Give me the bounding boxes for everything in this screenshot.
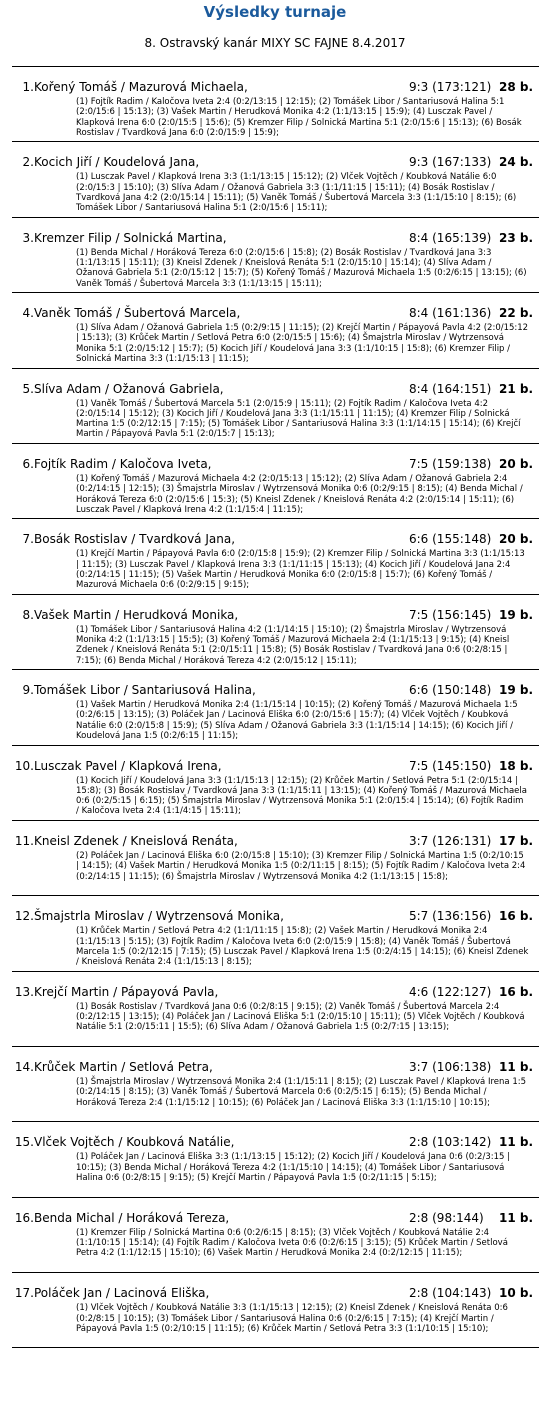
entry-matches: (1) Bosák Rostislav / Tvardková Jana 0:6 (0:2/8:15 | 9:15); (2) Vaněk Tomáš / Šubertová Marcela 2:4 (0:2/12:15 | 13:15); (4) Poláček Jan / Lacinová Eliška 5:1 (2:0/15:10 | 15:11); (5) Vlček Vojtěch / Koubková Natálie 5:1 (2:0/15:11 | 15:5); (6) Slíva Adam / Ožanová Gabriela 1:5 (0:2/7:15 | 13:15); bbox=[76, 1001, 525, 1033]
entry-points: 20 b. bbox=[499, 532, 534, 547]
entry-points: 11 b. bbox=[499, 1060, 534, 1075]
result-entry bbox=[12, 443, 539, 518]
entry-team: Vašek Martin / Herudková Monika, bbox=[34, 607, 239, 622]
result-entry bbox=[12, 895, 539, 970]
entry-header bbox=[12, 759, 539, 773]
result-entry bbox=[12, 292, 539, 367]
entry-points: 19 b. bbox=[499, 683, 534, 698]
entry-header bbox=[12, 80, 539, 94]
result-entry bbox=[12, 1046, 539, 1121]
entry-matches: (1) Krejčí Martin / Pápayová Pavla 6:0 (2:0/15:8 | 15:9); (2) Kremzer Filip / Solnická Martina 3:3 (1:1/15:13 | 11:15); (3) Lusczak Pavel / Klapková Irena 3:3 (1:1/11:15 | 15:13); (4) Kocich Jiří / Koudelová Jana 2:4 (0:2/14:15 | 11:15); (5) Vašek Martin / Herudková Monika 6:0 (2:0/15:8 | 15:7); (6) Kořený Tomáš / Mazurová Michaela 0:6 (0:2/9:15 | 9:15); bbox=[76, 549, 525, 591]
entry-team: Krůček Martin / Setlová Petra, bbox=[34, 1060, 213, 1075]
entry-rank: 4. bbox=[22, 306, 34, 321]
result-entry bbox=[12, 1272, 539, 1347]
entry-matches: (1) Vaněk Tomáš / Šubertová Marcela 5:1 (2:0/15:9 | 15:11); (2) Fojtík Radim / Kaločova Iveta 4:2 (2:0/15:14 | 15:12); (3) Kocich Jiří / Koudelová Jana 3:3 (1:1/15:11 | 11:15); (4) Kremzer Filip / Solnická Martina 1:5 (0:2/12:15 | 7:15); (5) Tomášek Libor / Santariusová Halina 3:3 (1:1/14:15 | 15:14); (6) Krejčí Martin / Pápayová Pavla 5:1 (2:0/15:7 | 15:13); bbox=[76, 398, 521, 440]
entry-header bbox=[12, 1211, 539, 1225]
entry-points: 11 b. bbox=[499, 1210, 534, 1225]
entry-header bbox=[12, 457, 539, 471]
entry-header bbox=[12, 834, 539, 848]
entry-rank: 16. bbox=[14, 1210, 34, 1225]
entry-team: Bosák Rostislav / Tvardková Jana, bbox=[34, 532, 236, 547]
entry-rank: 17. bbox=[14, 1286, 34, 1301]
entry-matches: (1) Kremzer Filip / Solnická Martina 0:6 (0:2/6:15 | 8:15); (3) Vlček Vojtěch / Koubková Natálie 2:4 (1:1/10:15 | 15:14); (4) Fojtík Radim / Kaločova Iveta 0:6 (0:2/6:15 | 3:15); (5) Krůček Martin / Setlová Petra 4:2 (1:1/12:15 | 15:10); (6) Vašek Martin / Herudková Monika 2:4 (0:2/12:15 | 11:15); bbox=[76, 1227, 508, 1259]
entry-rank: 10. bbox=[14, 758, 34, 773]
entry-rank: 3. bbox=[22, 230, 34, 245]
entry-score: 7:5 (159:138) bbox=[409, 456, 492, 471]
entry-matches: (1) Poláček Jan / Lacinová Eliška 3:3 (1:1/13:15 | 15:12); (2) Kocich Jiří / Koudelová Jana 0:6 (0:2/3:15 | 10:15); (3) Benda Michal / Horáková Tereza 4:2 (1:1/15:10 | 14:15); (4) Tomášek Libor / Santariusová Halina 0:6 (0:2/8:15 | 9:15); (5) Krejčí Martin / Pápayová Pavla 1:5 (0:2/11:15 | 5:15); bbox=[76, 1152, 510, 1184]
entry-score: 9:3 (167:133) bbox=[409, 155, 492, 170]
entry-score: 2:8 (104:143) bbox=[409, 1286, 492, 1301]
entry-header bbox=[12, 909, 539, 923]
result-entry bbox=[12, 1197, 539, 1272]
result-entry bbox=[12, 971, 539, 1046]
result-entry bbox=[12, 368, 539, 443]
entry-header bbox=[12, 382, 539, 396]
entry-matches: (1) Kocich Jiří / Koudelová Jana 3:3 (1:1/15:13 | 12:15); (2) Krůček Martin / Setlová Petra 5:1 (2:0/15:14 | 15:8); (3) Bosák Rostislav / Tvardková Jana 3:3 (1:1/15:11 | 13:15); (4) Kořený Tomáš / Mazurová Michaela 0:6 (0:2/5:15 | 6:15); (5) Šmajstrla Miroslav / Wytrzensová Monika 5:1 (2:0/15:4 | 15:14); (6) Fojtík Radim / Kaločova Iveta 2:4 (1:1/4:15 | 15:11); bbox=[76, 775, 527, 817]
page-subtitle: 8. Ostravský kanár MIXY SC FAJNE 8.4.2017 bbox=[144, 36, 406, 50]
entry-score: 9:3 (173:121) bbox=[409, 80, 492, 94]
entry-rank: 1. bbox=[22, 80, 34, 94]
entry-score: 7:5 (156:145) bbox=[409, 607, 492, 622]
entry-score: 6:6 (155:148) bbox=[409, 532, 492, 547]
entry-rank: 7. bbox=[22, 532, 34, 547]
entry-points: 28 b. bbox=[499, 80, 534, 94]
entry-rank: 15. bbox=[14, 1135, 34, 1150]
result-entry bbox=[12, 66, 539, 141]
entry-matches: (1) Vlček Vojtěch / Koubková Natálie 3:3 (1:1/15:13 | 12:15); (2) Kneisl Zdenek / Kneislová Renáta 0:6 (0:2/8:15 | 10:15); (3) Tomášek Libor / Santariusová Halina 0:6 (0:2/6:15 | 7:15); (4) Krejčí Martin / Pápayová Pavla 1:5 (0:2/10:15 | 11:15); (6) Krůček Martin / Setlová Petra 3:3 (1:1/10:15 | 15:10); bbox=[76, 1303, 508, 1334]
entry-matches: (1) Šmajstrla Miroslav / Wytrzensová Monika 2:4 (1:1/15:11 | 8:15); (2) Lusczak Pavel / Klapková Irena 1:5 (0:2/14:15 | 8:15); (3) Vaněk Tomáš / Šubertová Marcela 0:6 (0:2/5:15 | 6:15); (5) Benda Michal / Horáková Tereza 2:4 (1:1/15:12 | 10:15); (6) Poláček Jan / Lacinová Eliška 3:3 (1:1/15:10 | 10:15); bbox=[76, 1077, 526, 1108]
result-entry bbox=[12, 820, 539, 895]
entry-header bbox=[12, 532, 539, 546]
entry-rank: 11. bbox=[14, 833, 34, 848]
entry-header bbox=[12, 608, 539, 622]
entry-header bbox=[12, 1135, 539, 1149]
results-list bbox=[12, 66, 539, 1348]
entry-points: 19 b. bbox=[499, 607, 534, 622]
entry-points: 17 b. bbox=[499, 833, 534, 848]
entry-points: 21 b. bbox=[499, 381, 534, 396]
entry-team: Fojtík Radim / Kaločova Iveta, bbox=[34, 456, 212, 471]
entry-team: Vlček Vojtěch / Koubková Natálie, bbox=[34, 1135, 235, 1150]
entry-team: Vaněk Tomáš / Šubertová Marcela, bbox=[34, 306, 241, 321]
entry-score: 7:5 (145:150) bbox=[409, 758, 492, 773]
result-entry bbox=[12, 745, 539, 820]
entry-points: 16 b. bbox=[499, 984, 534, 999]
entry-rank: 2. bbox=[22, 155, 34, 170]
entry-score: 6:6 (150:148) bbox=[409, 683, 492, 698]
entry-score: 3:7 (106:138) bbox=[409, 1060, 492, 1075]
entry-score: 8:4 (164:151) bbox=[409, 381, 492, 396]
entry-rank: 12. bbox=[14, 909, 34, 924]
entry-header bbox=[12, 155, 539, 169]
entry-team: Slíva Adam / Ožanová Gabriela, bbox=[34, 381, 224, 396]
entry-points: 23 b. bbox=[499, 230, 534, 245]
entry-header bbox=[12, 306, 539, 320]
entry-matches: (1) Kořený Tomáš / Mazurová Michaela 4:2 (2:0/15:13 | 15:12); (2) Slíva Adam / Ožanová Gabriela 2:4 (0:2/14:15 | 12:15); (3) Šmajstrla Miroslav / Wytrzensová Monika 0:6 (0:2/9:15 | 8:15); (4) Benda Michal / Horáková Tereza 6:0 (2:0/15:6 | 15:3); (5) Kneisl Zdenek / Kneislová Renáta 4:2 (2:0/15:14 | 15:11); (6) Lusczak Pavel / Klapková Irena 4:2 (1:1/15:4 | 11:15); bbox=[76, 473, 523, 515]
entry-rank: 9. bbox=[22, 683, 34, 698]
entry-points: 22 b. bbox=[499, 306, 534, 321]
entry-points: 11 b. bbox=[499, 1135, 534, 1150]
entry-score: 3:7 (126:131) bbox=[409, 833, 492, 848]
entry-matches: (2) Poláček Jan / Lacinová Eliška 6:0 (2:0/15:8 | 15:10); (3) Kremzer Filip / Solnická Martina 1:5 (0:2/10:15 | 14:15); (4) Vašek Martin / Herudková Monika 1:5 (0:2/11:15 | 8:15); (5) Fojtík Radim / Kaločova Iveta 2:4 (0:2/14:15 | 11:15); (6) Šmajstrla Miroslav / Wytrzensová Monika 4:2 (1:1/13:15 | 15:8); bbox=[76, 850, 526, 882]
entry-team: Lusczak Pavel / Klapková Irena, bbox=[34, 758, 222, 773]
entry-rank: 6. bbox=[22, 456, 34, 471]
entry-rank: 14. bbox=[14, 1060, 34, 1075]
entry-header bbox=[12, 231, 539, 245]
entry-matches: (1) Vašek Martin / Herudková Monika 2:4 (1:1/15:14 | 10:15); (2) Kořený Tomáš / Mazurová Michaela 1:5 (0:2/6:15 | 13:15); (3) Poláček Jan / Lacinová Eliška 6:0 (2:0/15:6 | 15:7); (4) Vlček Vojtěch / Koubková Natálie 6:0 (2:0/15:8 | 15:9); (5) Slíva Adam / Ožanová Gabriela 3:3 (1:1/15:14 | 14:15); (6) Kocich Jiří / Koudelová Jana 1:5 (0:2/6:15 | 11:15); bbox=[76, 700, 518, 742]
entry-team: Šmajstrla Miroslav / Wytrzensová Monika, bbox=[34, 909, 284, 924]
entry-matches: (1) Lusczak Pavel / Klapková Irena 3:3 (1:1/13:15 | 15:12); (2) Vlček Vojtěch / Koubková Natálie 6:0 (2:0/15:3 | 15:10); (3) Slíva Adam / Ožanová Gabriela 3:3 (1:1/11:15 | 15:11); (4) Bosák Rostislav / Tvardková Jana 4:2 (2:0/15:14 | 15:11); (5) Vaněk Tomáš / Šubertová Marcela 3:3 (1:1/15:10 | 8:15); (6) Tomášek Libor / Santariusová Halina 5:1 (2:0/15:6 | 15:11); bbox=[76, 172, 517, 214]
entry-score: 5:7 (136:156) bbox=[409, 909, 492, 924]
entry-header bbox=[12, 1060, 539, 1074]
entry-header bbox=[12, 1286, 539, 1300]
entry-team: Krejčí Martin / Pápayová Pavla, bbox=[34, 984, 219, 999]
entry-score: 2:8 (98:144) bbox=[409, 1210, 484, 1225]
entry-rank: 13. bbox=[14, 984, 34, 999]
entry-score: 2:8 (103:142) bbox=[409, 1135, 492, 1150]
entry-matches: (1) Tomášek Libor / Santariusová Halina 4:2 (1:1/14:15 | 15:10); (2) Šmajstrla Miroslav / Wytrzensová Monika 4:2 (1:1/13:15 | 15:5); (3) Kořený Tomáš / Mazurová Michaela 2:4 (1:1/15:13 | 9:15); (4) Kneisl Zdenek / Kneislová Renáta 5:1 (2:0/15:11 | 15:8); (5) Bosák Rostislav / Tvardková Jana 0:6 (0:2/8:15 | 7:15); (6) Benda Michal / Horáková Tereza 4:2 (2:0/15:12 | 15:11); bbox=[76, 624, 510, 666]
result-entry bbox=[12, 217, 539, 292]
entry-points: 20 b. bbox=[499, 456, 534, 471]
entry-rank: 5. bbox=[22, 381, 34, 396]
entry-team: Poláček Jan / Lacinová Eliška, bbox=[34, 1286, 210, 1301]
entry-team: Kremzer Filip / Solnická Martina, bbox=[34, 230, 227, 245]
entry-matches: (1) Fojtík Radim / Kaločova Iveta 2:4 (0:2/13:15 | 12:15); (2) Tomášek Libor / Santariusová Halina 5:1 (2:0/15:6 | 15:13); (3) Vašek Martin / Herudková Monika 4:2 (1:1/13:15 | 15:9); (4) Lusczak Pavel / Klapková Irena 6:0 (2:0/15:5 | 15:6); (5) Kremzer Filip / Solnická Martina 5:1 (2:0/15:6 | 15:13); (6) Bosák Rostislav / Tvardková Jana 6:0 (2:0/15:9 | 15:9); bbox=[76, 97, 522, 138]
entry-matches: (1) Krůček Martin / Setlová Petra 4:2 (1:1/11:15 | 15:8); (2) Vašek Martin / Herudková Monika 2:4 (1:1/15:13 | 5:15); (3) Fojtík Radim / Kaločova Iveta 6:0 (2:0/15:9 | 15:8); (4) Vaněk Tomáš / Šubertová Marcela 1:5 (0:2/12:15 | 7:15); (5) Lusczak Pavel / Klapková Irena 1:5 (0:2/4:15 | 14:15); (6) Kneisl Zdenek / Kneislová Renáta 2:4 (1:1/15:13 | 8:15); bbox=[76, 926, 529, 968]
entry-team: Benda Michal / Horáková Tereza, bbox=[34, 1210, 230, 1225]
result-entry bbox=[12, 1121, 539, 1196]
entry-points: 10 b. bbox=[499, 1286, 534, 1301]
entry-points: 24 b. bbox=[499, 155, 534, 170]
entry-team: Kneisl Zdenek / Kneislová Renáta, bbox=[34, 833, 238, 848]
entry-points: 18 b. bbox=[499, 758, 534, 773]
entry-matches: (1) Benda Michal / Horáková Tereza 6:0 (2:0/15:6 | 15:8); (2) Bosák Rostislav / Tvardková Jana 3:3 (1:1/13:15 | 15:11); (3) Kneisl Zdenek / Kneislová Renáta 5:1 (2:0/15:10 | 15:14); (4) Slíva Adam / Ožanová Gabriela 5:1 (2:0/15:12 | 15:7); (5) Kořený Tomáš / Mazurová Michaela 1:5 (0:2/6:15 | 13:15); (6) Vaněk Tomáš / Šubertová Marcela 3:3 (1:1/13:15 | 15:11); bbox=[76, 247, 527, 289]
result-entry bbox=[12, 518, 539, 593]
result-entry bbox=[12, 141, 539, 216]
entry-rank: 8. bbox=[22, 607, 34, 622]
entry-score: 4:6 (122:127) bbox=[409, 984, 492, 999]
entry-points: 16 b. bbox=[499, 909, 534, 924]
entry-score: 8:4 (161:136) bbox=[409, 306, 492, 321]
entry-team: Tomášek Libor / Santariusová Halina, bbox=[34, 683, 256, 698]
page-title: Výsledky turnaje bbox=[203, 3, 347, 21]
entry-team: Kořený Tomáš / Mazurová Michaela, bbox=[34, 80, 248, 94]
result-entry bbox=[12, 594, 539, 669]
entry-score: 8:4 (165:139) bbox=[409, 230, 492, 245]
result-entry bbox=[12, 669, 539, 744]
entry-header bbox=[12, 985, 539, 999]
entry-header bbox=[12, 683, 539, 697]
entry-team: Kocich Jiří / Koudelová Jana, bbox=[34, 155, 200, 170]
entry-matches: (1) Slíva Adam / Ožanová Gabriela 1:5 (0:2/9:15 | 11:15); (2) Krejčí Martin / Pápayová Pavla 4:2 (2:0/15:12 | 15:13); (3) Krůček Martin / Setlová Petra 6:0 (2:0/15:5 | 15:6); (4) Šmajstrla Miroslav / Wytrzensová Monika 5:1 (2:0/15:12 | 15:7); (5) Kocich Jiří / Koudelová Jana 3:3 (1:1/10:15 | 15:8); (6) Kremzer Filip / Solnická Martina 3:3 (1:1/15:13 | 11:15); bbox=[76, 323, 529, 365]
